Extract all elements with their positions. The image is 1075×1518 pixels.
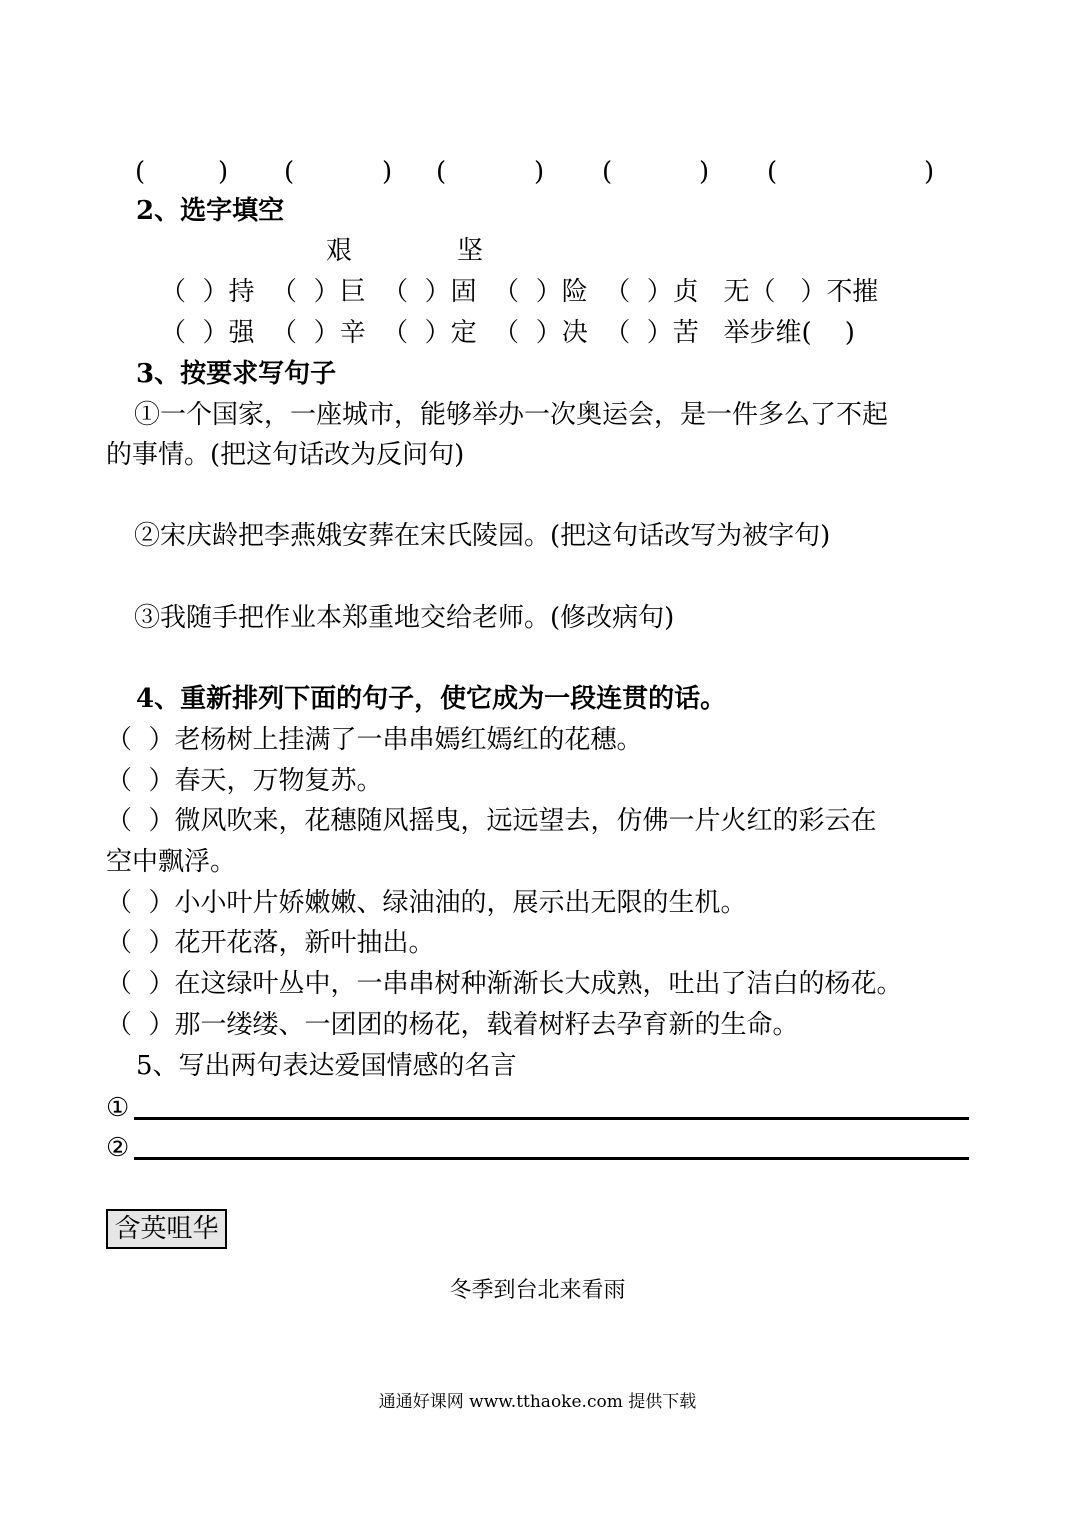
answer-line-2[interactable] bbox=[134, 1157, 969, 1160]
paren-open-1: ( bbox=[135, 157, 146, 187]
q3-sentence-1-line-1: ①一个国家，一座城市，能够举办一次奥运会，是一件多么了不起 bbox=[134, 400, 889, 430]
q3-sentence-2: ②宋庆龄把李燕娥安葬在宋氏陵园。(把这句话改写为被字句) bbox=[134, 521, 831, 551]
footer-source: 通通好课网 www.tthaoke.com 提供下载 bbox=[378, 1392, 697, 1412]
paren-open-5: ( bbox=[767, 157, 778, 187]
answer-line-1[interactable] bbox=[134, 1117, 969, 1120]
q2-row-1: （ ）持 （ ）巨 （ ）固 （ ）险 （ ）贞 无（ ）不摧 bbox=[160, 277, 879, 307]
q3-sentence-1-line-2: 的事情。(把这句话改为反问句) bbox=[106, 440, 465, 470]
paren-open-4: ( bbox=[602, 157, 613, 187]
paren-close-4: ) bbox=[699, 157, 710, 187]
q2-row-2: （ ）强 （ ）辛 （ ）定 （ ）决 （ ）苦 举步维( ) bbox=[160, 318, 855, 348]
section-label: 含英咀华 bbox=[106, 1209, 227, 1249]
paren-open-2: ( bbox=[284, 157, 295, 187]
q5-mark-1: ① bbox=[106, 1093, 130, 1123]
article-title: 冬季到台北来看雨 bbox=[449, 1278, 626, 1303]
q4-item-3-cont: 空中飘浮。 bbox=[106, 847, 237, 877]
paren-close-3: ) bbox=[534, 157, 545, 187]
paren-open-3: ( bbox=[436, 157, 447, 187]
paren-close-1: ) bbox=[218, 157, 229, 187]
q4-item-1: （ ）老杨树上挂满了一串串嫣红嫣红的花穗。 bbox=[106, 725, 643, 755]
q4-heading: 4、重新排列下面的句子，使它成为一段连贯的话。 bbox=[136, 684, 727, 714]
q4-item-7: （ ）那一缕缕、一团团的杨花，载着树籽去孕育新的生命。 bbox=[106, 1010, 799, 1040]
q5-mark-2: ② bbox=[106, 1133, 130, 1163]
q4-item-2: （ ）春天，万物复苏。 bbox=[106, 766, 383, 796]
q2-choice-b: 坚 bbox=[457, 236, 484, 266]
paren-close-5: ) bbox=[924, 157, 935, 187]
q3-sentence-3: ③我随手把作业本郑重地交给老师。(修改病句) bbox=[134, 603, 675, 633]
q3-heading: 3、按要求写句子 bbox=[136, 359, 337, 389]
q4-item-4: （ ）小小叶片娇嫩嫩、绿油油的，展示出无限的生机。 bbox=[106, 888, 747, 918]
q4-item-6: （ ）在这绿叶丛中，一串串树种渐渐长大成熟，吐出了洁白的杨花。 bbox=[106, 969, 903, 999]
q5-heading: 5、写出两句表达爱国情感的名言 bbox=[136, 1051, 517, 1081]
paren-close-2: ) bbox=[382, 157, 393, 187]
q2-choice-a: 艰 bbox=[326, 236, 353, 266]
q4-item-5: （ ）花开花落，新叶抽出。 bbox=[106, 928, 435, 958]
q4-item-3: （ ）微风吹来，花穗随风摇曳，远远望去，仿佛一片火红的彩云在 bbox=[106, 806, 877, 836]
q2-heading: 2、选字填空 bbox=[136, 196, 285, 226]
